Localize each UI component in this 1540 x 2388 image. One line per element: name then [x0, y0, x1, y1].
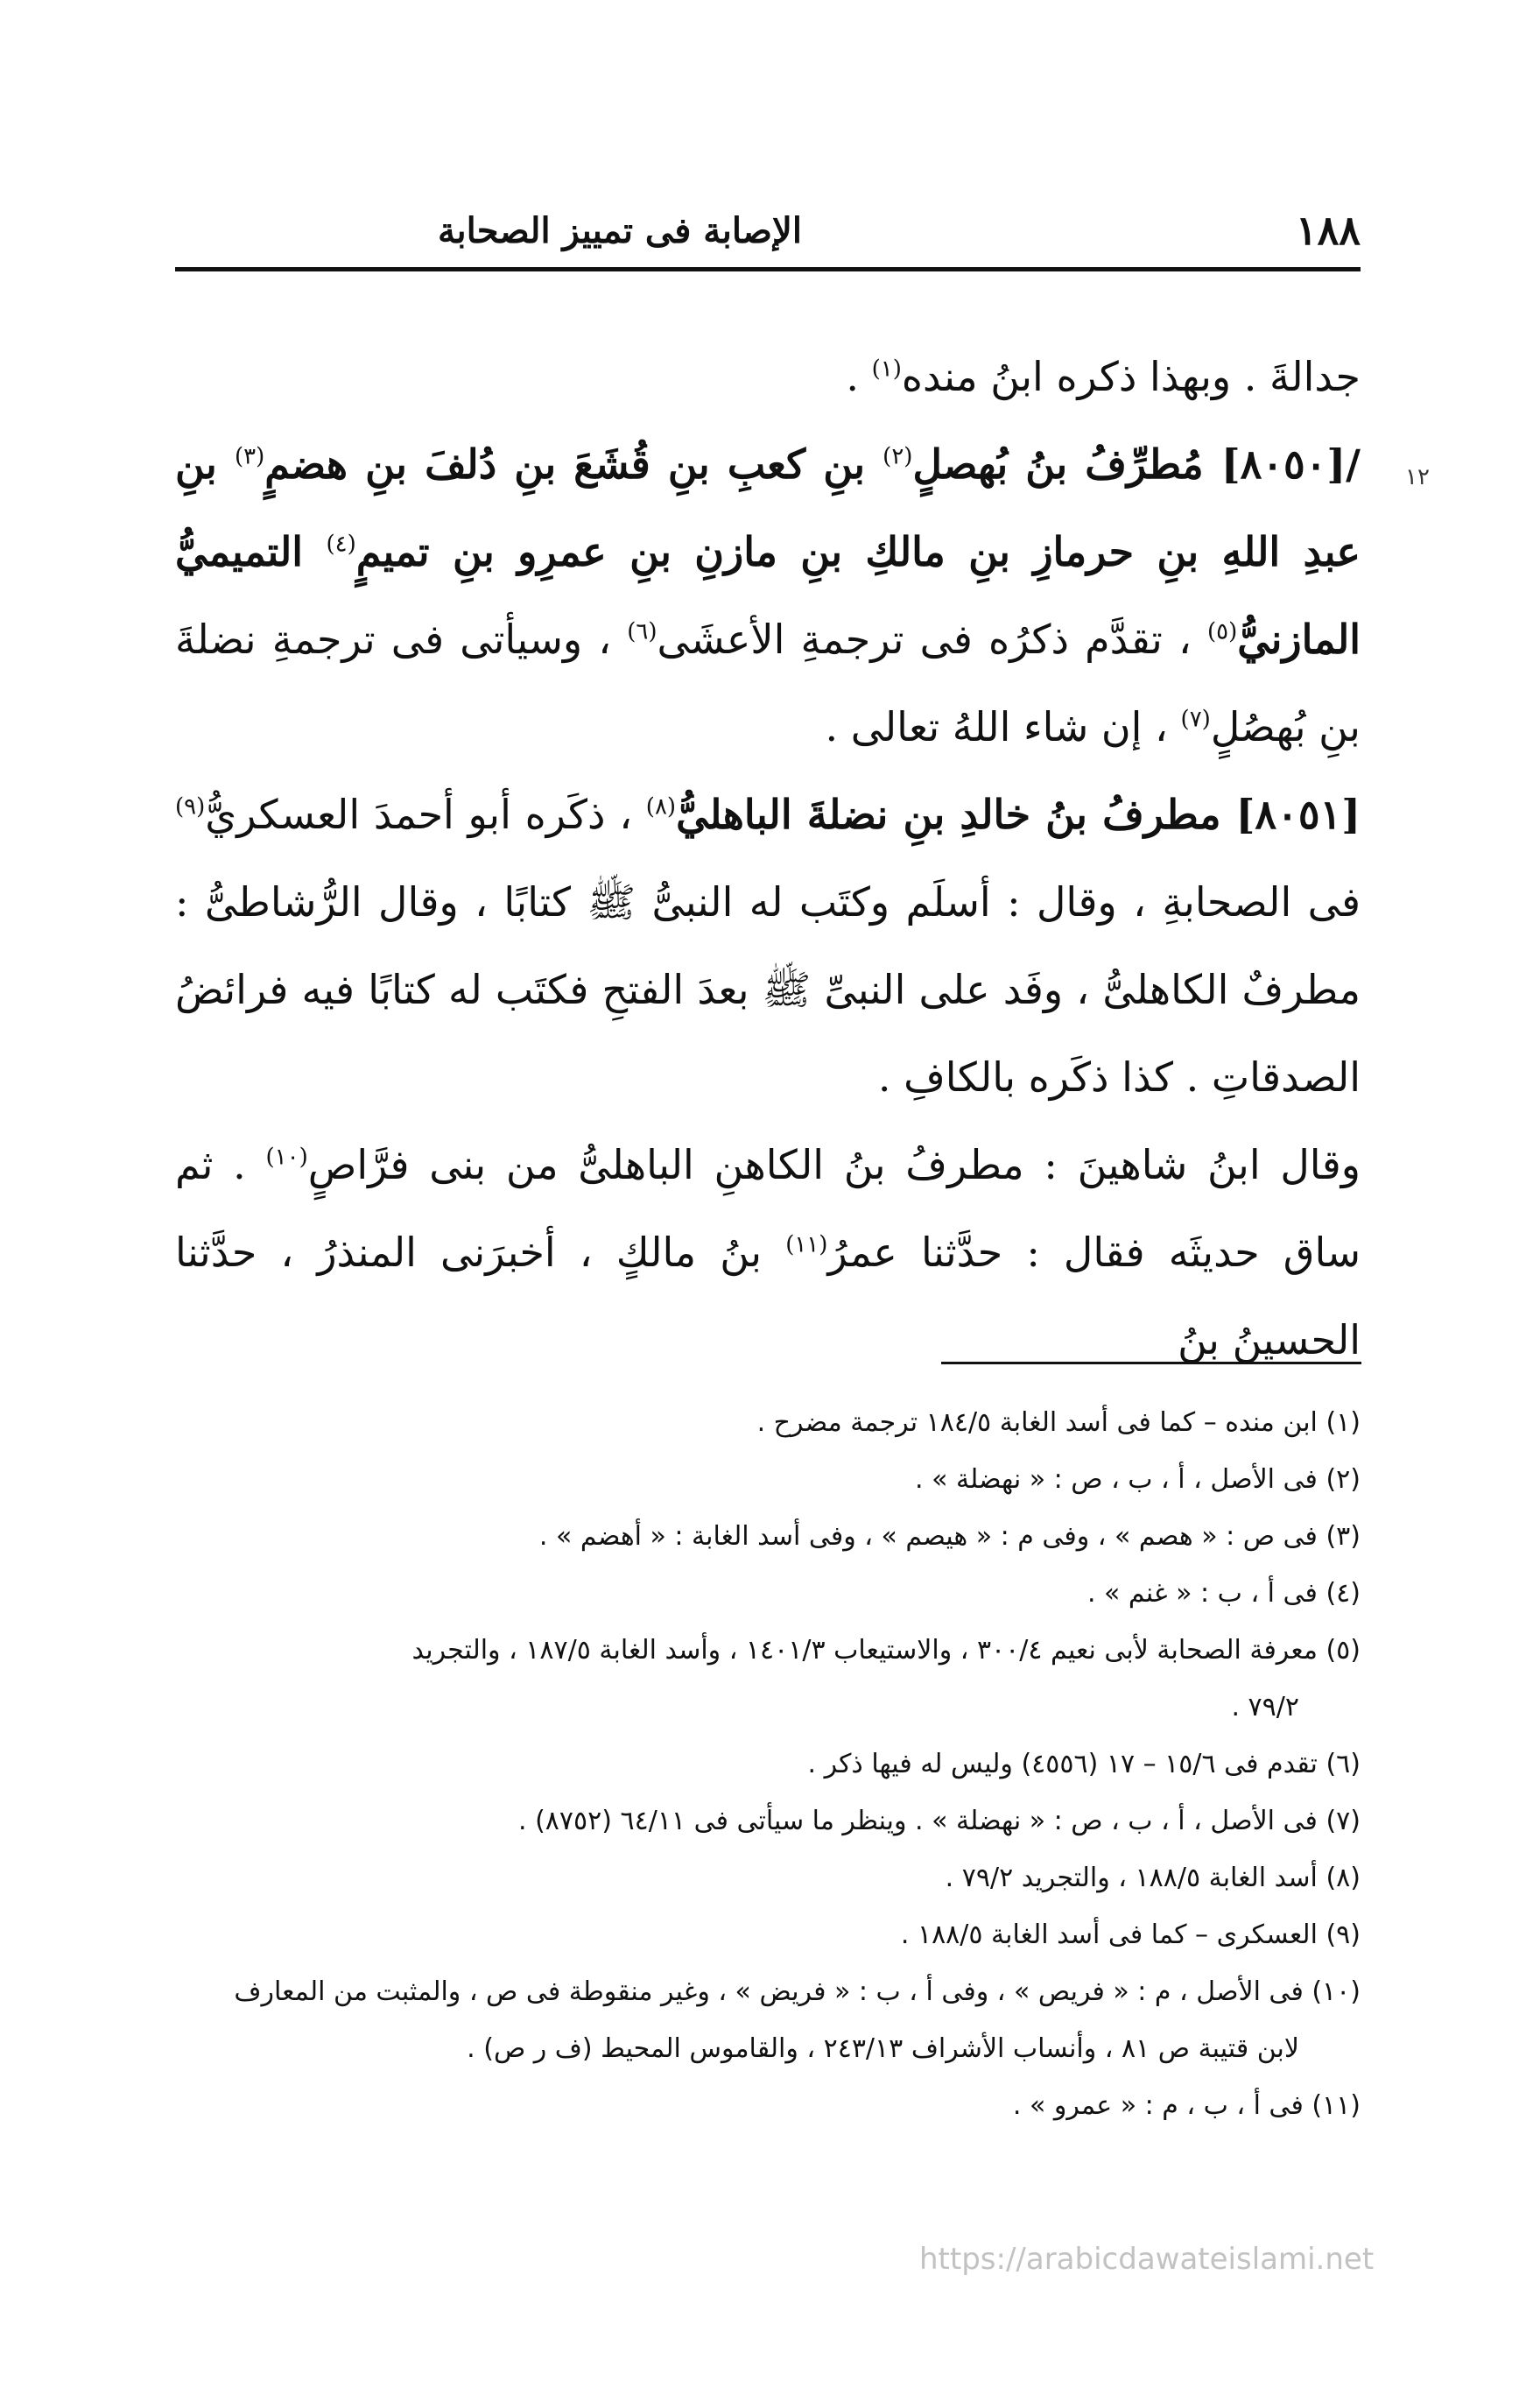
- footnote-label: (١٠): [1311, 1976, 1361, 2007]
- footnote-rule: [941, 1362, 1361, 1364]
- footnote-6: [175, 1736, 1361, 1793]
- footnote-label: (٣): [1326, 1521, 1361, 1552]
- page-header: [175, 200, 1361, 261]
- footnote-ref: (٧): [1180, 706, 1211, 733]
- paragraph-text: فى الصحابةِ ، وقال : أسلَم وكتَب له النبىُّ ﷺ كتابًا ، وقال الرُّشاطىُّ : مطرفٌ الكاهلىُّ ، وفَد على النبىِّ ﷺ بعدَ الفتحِ فكتَب له كتابًا فيه فرائضُ الصدقاتِ . كذا ذكَره بالكافِ .: [175, 878, 1361, 1101]
- footnote-text: العسكرى – كما فى أسد الغابة ١٨٨/٥ .: [900, 1920, 1326, 1950]
- footnote-text: ابن منده – كما فى أسد الغابة ١٨٤/٥ ترجمة مضرح .: [756, 1407, 1326, 1438]
- footnote-label: (١١): [1311, 2090, 1361, 2121]
- paragraph-text: . ثم ساق حديثَه فقال : حدَّثنا عمرُ: [175, 1141, 1361, 1276]
- footnote-text: أسد الغابة ١٨٨/٥ ، والتجريد ٧٩/٢ .: [945, 1863, 1326, 1893]
- footnote-label: (٧): [1326, 1806, 1361, 1836]
- entry-8050: [175, 420, 1361, 771]
- footnote-text: فى الأصل ، أ ، ب ، ص : « نهضلة » .: [915, 1464, 1326, 1495]
- watermark: https://arabicdawateislami.net: [919, 2242, 1375, 2277]
- footnote-text: فى الأصل ، أ ، ب ، ص : « نهضلة » . وينظر ما سيأتى فى ٦٤/١١ (٨٧٥٢) .: [518, 1806, 1326, 1836]
- footnote-8: [175, 1849, 1361, 1906]
- paragraph-text: ، وسيأتى فى ترجمةِ نضلةَ بنِ بُهصُلٍ: [175, 616, 1361, 750]
- footnote-continuation: ٧٩/٢ .: [1231, 1692, 1299, 1722]
- footnote-ref: (٦): [627, 618, 657, 645]
- footnote-text: معرفة الصحابة لأبى نعيم ٣٠٠/٤ ، والاستيعاب ١٤٠١/٣ ، وأسد الغابة ١٨٧/٥ ، والتجريد: [411, 1635, 1326, 1666]
- footnote-label: (٦): [1326, 1749, 1361, 1779]
- header-rule: [175, 267, 1361, 271]
- paragraph-text: جدالةَ . وبهذا ذكره ابنُ منده: [901, 353, 1361, 400]
- footnote-9: [175, 1906, 1361, 1963]
- entry-name: التميميُّ المازنيُّ: [175, 528, 1361, 663]
- footnote-11: [175, 2077, 1361, 2134]
- footnote-text: فى الأصل ، م : « فريص » ، وفى أ ، ب : « فريض » ، وغير منقوطة فى ص ، والمثبت من المعارف: [234, 1976, 1312, 2007]
- footnote-ref: (١١): [785, 1231, 828, 1258]
- footnote-1: [175, 1394, 1361, 1451]
- footnote-7: [175, 1793, 1361, 1849]
- footnote-4: [175, 1565, 1361, 1622]
- footnote-label: (٩): [1326, 1920, 1361, 1950]
- paragraph-text: ، ذكَره أبو أحمدَ العسكريُّ: [205, 791, 646, 838]
- page-number: ١٨٨: [1295, 207, 1361, 254]
- footnote-text: فى ص : « هصم » ، وفى م : « هيصم » ، وفى أسد الغابة : « أهضم » .: [538, 1521, 1326, 1552]
- footnotes: [175, 1394, 1361, 2134]
- footnote-5: [175, 1622, 1361, 1736]
- entry-number: [٨٠٥١]: [1235, 791, 1361, 838]
- footnote-label: (٨): [1326, 1863, 1361, 1893]
- footnote-2: [175, 1451, 1361, 1508]
- footnote-ref: (١): [871, 356, 902, 383]
- entry-name: مُطرِّفُ بنُ بُهصلٍ: [912, 440, 1221, 488]
- entry-name: بنِ عبدِ اللهِ بنِ حرمازِ بنِ مالكِ بنِ مازنِ بنِ عمرِو بنِ تميمٍ: [175, 440, 1361, 575]
- paragraph-text: بنُ مالكٍ ، أخبرَنى المنذرُ ، حدَّثنا الحسينُ بنُ: [175, 1229, 1361, 1363]
- main-text: [175, 333, 1361, 1384]
- footnote-ref: (٤): [326, 531, 356, 558]
- paragraph-1: [175, 333, 1361, 420]
- footnote-text: تقدم فى ١٥/٦ – ١٧ (٤٥٥٦) وليس له فيها ذكر .: [807, 1749, 1326, 1779]
- paragraph-text: ، إن شاء اللهُ تعالى .: [825, 703, 1181, 750]
- footnote-text: فى أ ، ب ، م : « عمرو » .: [1012, 2090, 1312, 2121]
- paragraph-text: ، تقدَّم ذكرُه فى ترجمةِ الأعشَى: [657, 616, 1207, 663]
- footnote-ref: (٩): [175, 793, 206, 821]
- footnote-label: (١): [1326, 1407, 1361, 1438]
- entry-8051: [175, 771, 1361, 1121]
- footnote-3: [175, 1508, 1361, 1565]
- paragraph-4: [175, 1121, 1361, 1384]
- footnote-ref: (٢): [883, 443, 913, 470]
- footnote-10: [175, 1963, 1361, 2077]
- entry-name: بنِ كعبِ بنِ قُشَعَ بنِ دُلفَ بنِ هضمٍ: [264, 440, 883, 488]
- footnote-ref: (١٠): [265, 1144, 308, 1171]
- footnote-label: (٢): [1326, 1464, 1361, 1495]
- footnote-ref: (٣): [234, 443, 265, 470]
- paragraph-text: وقال ابنُ شاهينَ : مطرفُ بنُ الكاهنِ الباهلىُّ من بنى فرَّاصٍ: [307, 1141, 1361, 1188]
- footnote-label: (٤): [1326, 1578, 1361, 1609]
- margin-marker: ١٢: [1405, 464, 1430, 490]
- footnote-continuation: لابن قتيبة ص ٨١ ، وأنساب الأشراف ٢٤٣/١٣ ، والقاموس المحيط (ف ر ص) .: [467, 2033, 1299, 2064]
- footnote-ref: (٥): [1206, 618, 1238, 645]
- entry-number: /[٨٠٥٠]: [1220, 440, 1361, 488]
- entry-name: مطرفُ بنُ خالدِ بنِ نضلةَ الباهليُّ: [676, 791, 1236, 838]
- running-title: الإصابة فى تمييز الصحابة: [438, 209, 802, 251]
- footnote-text: فى أ ، ب : « غنم » .: [1086, 1578, 1326, 1609]
- footnote-ref: (٨): [645, 793, 677, 821]
- footnote-label: (٥): [1326, 1635, 1361, 1666]
- paragraph-text: .: [846, 353, 872, 400]
